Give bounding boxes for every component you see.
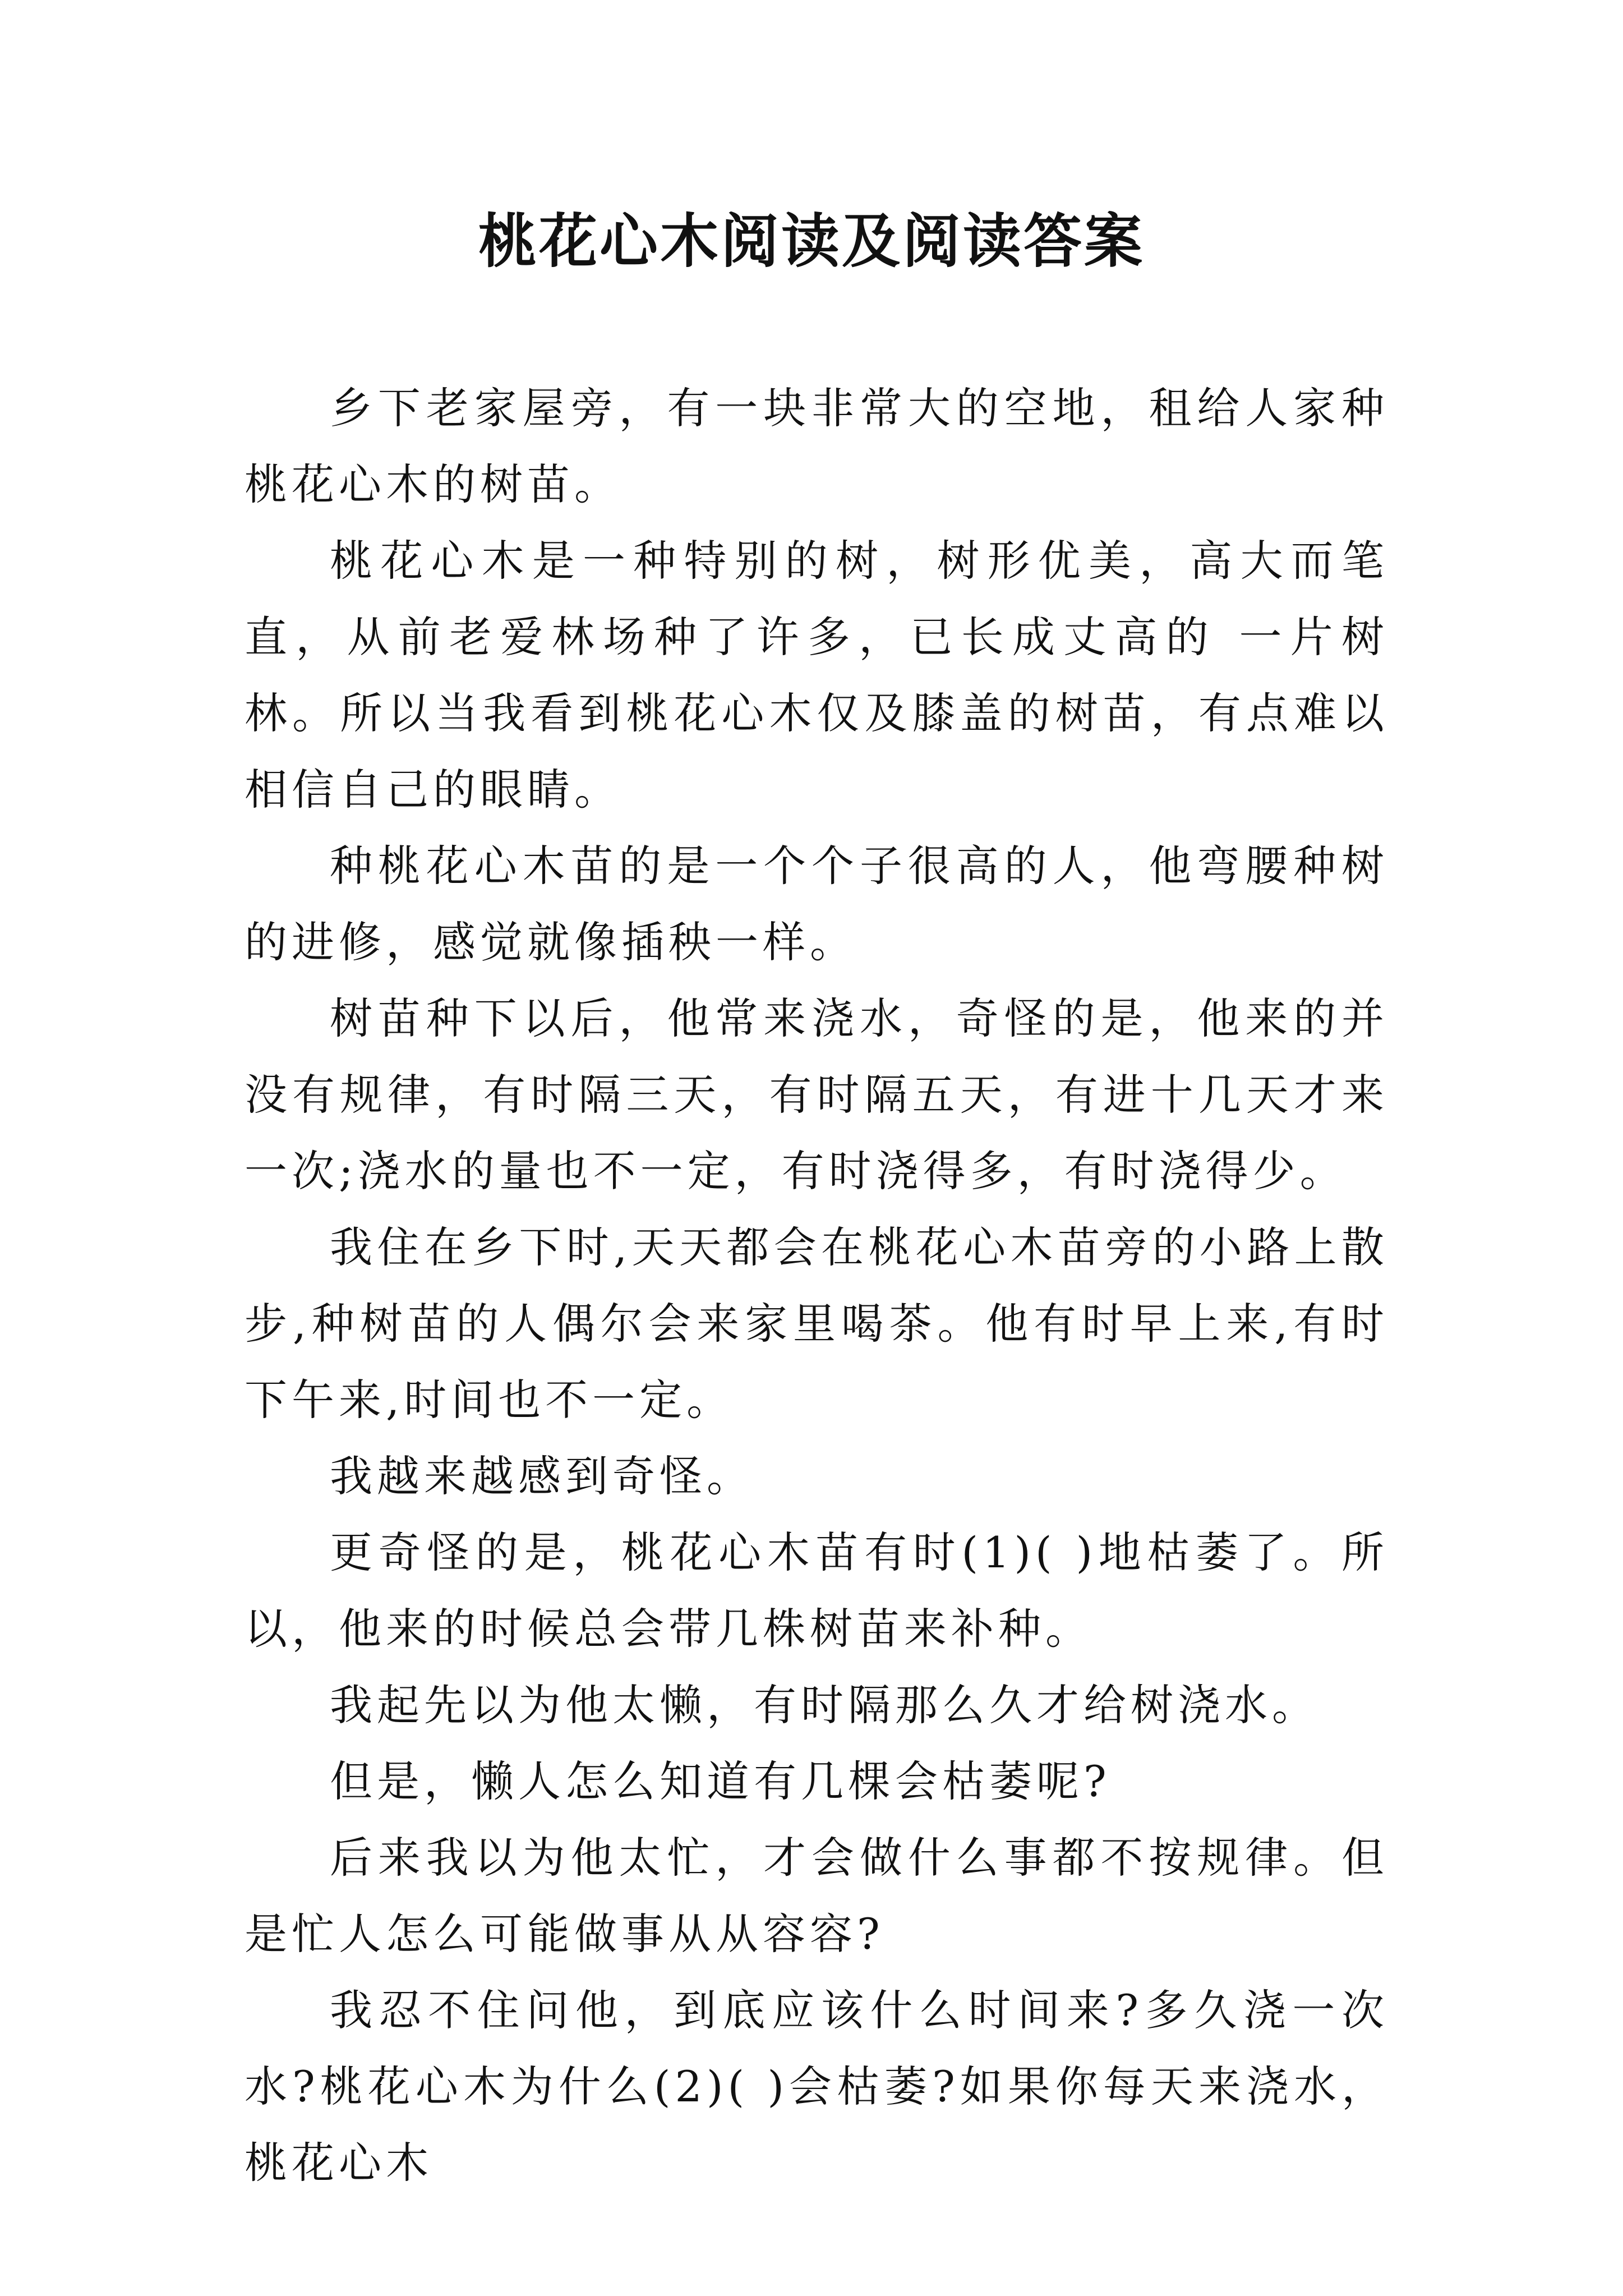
document-body — [245, 370, 1389, 2201]
paragraph-11: 我忍不住问他，到底应该什么时间来?多久浇一次水?桃花心木为什么(2)( )会枯萎?如果你每天来浇水，桃花心木 — [245, 1985, 1389, 2188]
paragraph-8: 我起先以为他太懒，有时隔那么久才给树浇水。 — [330, 1680, 1319, 1730]
paragraph-1: 乡下老家屋旁，有一块非常大的空地，租给人家种桃花心木的树苗。 — [245, 383, 1389, 509]
paragraph-4: 树苗种下以后，他常来浇水，奇怪的是，他来的并没有规律，有时隔三天，有时隔五天，有进十几天才来一次;浇水的量也不一定，有时浇得多，有时浇得少。 — [245, 993, 1389, 1196]
document-title: 桃花心木阅读及阅读答案 — [478, 206, 1145, 275]
paragraph-7: 更奇怪的是，桃花心木苗有时(1)( )地枯萎了。所以，他来的时候总会带几株树苗来补种。 — [245, 1527, 1389, 1654]
paragraph-3: 种桃花心木苗的是一个个子很高的人，他弯腰种树的进修，感觉就像插秧一样。 — [245, 841, 1389, 967]
paragraph-9: 但是，懒人怎么知道有几棵会枯萎呢? — [330, 1756, 1111, 1806]
paragraph-10: 后来我以为他太忙，才会做什么事都不按规律。但是忙人怎么可能做事从从容容? — [245, 1833, 1389, 1959]
paragraph-5: 我住在乡下时,天天都会在桃花心木苗旁的小路上散步,种树苗的人偶尔会来家里喝茶。他有时早上来,有时下午来,时间也不一定。 — [245, 1222, 1389, 1425]
paragraph-6: 我越来越感到奇怪。 — [330, 1451, 754, 1501]
paragraph-2: 桃花心木是一种特别的树，树形优美，高大而笔直，从前老爱林场种了许多，已长成丈高的 一片树林。所以当我看到桃花心木仅及膝盖的树苗，有点难以相信自己的眼睛。 — [245, 536, 1389, 815]
